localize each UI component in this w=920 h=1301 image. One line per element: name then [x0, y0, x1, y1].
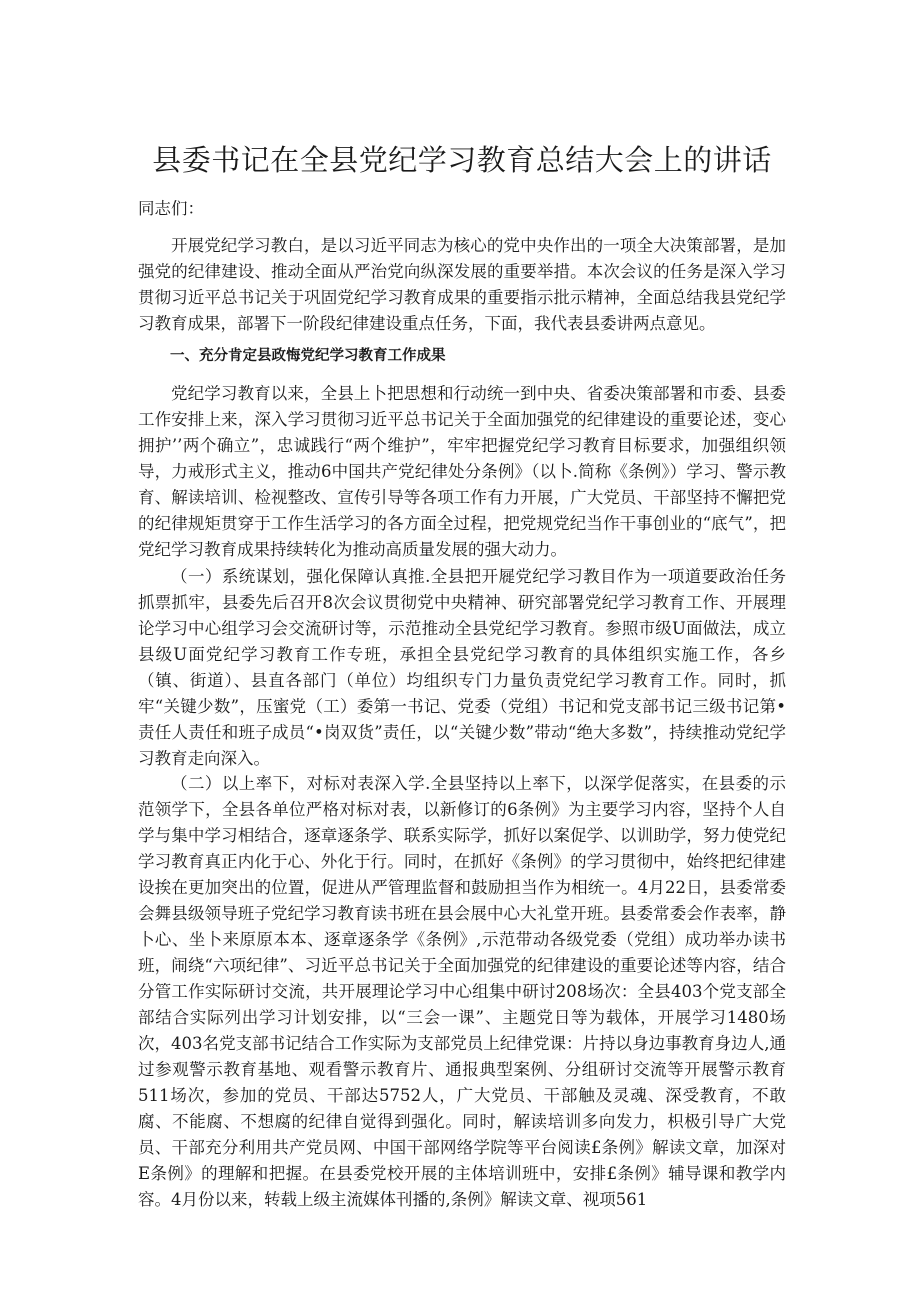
section-paragraph-overview: 党纪学习教育以来，全县上卜把思想和行动统一到中央、省委决策部署和市委、县委工作安排上来，深入学习贯彻习近平总书记关于全面加强党的纪律建设的重要论述，变心拥护’’两个确立”，忠诚践行“两个维护”，牢牢把握党纪学习教育目标要求，加强组织领导，力戒形式主义，推动6中国共产党纪律处分条例》（以卜.简称《条例》）学习、警示教育、解读培训、检视整改、宣传引导等各项工作有力开展，广大党员、干部坚持不懈把党的纪律规矩贯穿于工作生活学习的各方面全过程，把党规党纪当作干事创业的“底气”，把党纪学习教育成果持续转化为推动高质量发展的强大动力。 [138, 384, 786, 559]
section-heading: 一、充分肯定县政悔党纪学习教育工作成果 [170, 348, 446, 364]
document-title: 县委书记在全县党纪学习教育总结大会上的讲话 [152, 143, 772, 177]
subsection-paragraph-1: （一）系统谋划，强化保障认真推.全县把开屣党纪学习教目作为一项道要政治任务抓票抓牢，县委先后召开8次会议贯彻党中央精神、研究部署党纪学习教育工作、开展理论学习中心组学习会交流研讨等，示范推动全县党纪学习教育。参照市级U面做法，成立县级U面党纪学习教育工作专班，承担全县党纪学习教育的具体组织实施工作，各乡（镇、街道）、县直各部门（单位）均组织专门力量负责党纪学习教育工作。同时，抓牢“关键少数”，压蜜党（工）委第一书记、党委（党组）书记和党支部书记三级书记第•责任人责任和班子成员“•岗双货”责任，以“关键少数”带动“绝大多数”，持续推动党纪学习教育走向深入。 [138, 567, 786, 768]
intro-paragraph: 开展党纪学习教白，是以习近平同志为核心的党中央作出的一项全大决策部署，是加强党的纪律建设、推动全面从严治党向纵深发展的重要举措。本次会议的任务是深入学习贯彻习近平总书记关于巩固党纪学习教育成果的重要指示批示精神，全面总结我县党纪学习教育成果，部署下一阶段纪律建设重点任务，下面，我代表县委讲两点意见。 [138, 236, 786, 333]
subsection-paragraph-2: （二）以上率下，对标对表深入学.全县坚持以上率下，以深学促落实，在县委的示范领学下，全县各单位严格对标对表，以新修订的6条例》为主要学习内容，坚持个人自学与集中学习相结合，逐章逐条学、联系实际学，抓好以案促学、以训助学，努力使党纪学习教育真正内化于心、外化于行。同时，在抓好《条例》的学习贯彻中，始终把纪律建设挨在更加突出的位置，促进从严管理监督和鼓励担当作为相统一。4月22日，县委常委会舞县级领导班子党纪学习教育读书班在县会展中心大礼堂开班。县委常委会作表率，静卜心、坐卜来原原本本、逐章逐条学《条例》,示范带动各级党委（党组）成功举办读书班，闹绕“六项纪律”、习近平总书记关于全面加强党的纪律建设的重要论述等内容，结合分管工作实际研讨交流，共开展理论学习中心组集中研讨208场次：全县403个党支部全部结合实际列出学习计划安排，以“三会一课”、主题党日等为载体，开展学习1480场次，403名党支部书记结合工作实际为支部党员上纪律党课：片持以身边事教育身边人,通过参观警示教育基地、观看警示教育片、通报典型案例、分组研讨交流等开展警示教育511场次，参加的党员、干部达5752人，广大党员、干部触及灵魂、深受教育，不敢腐、不能腐、不想腐的纪律自觉得到强化。同时，解读培训多向发力，枳极引导广大党员、干部充分利用共产党员网、中国干部网络学院等平台阅读£条例》解读文章，加深对E条例》的理解和把握。在县委党校开展的主体培训班中，安排£条例》辅导课和教学内容。4月份以来，转载上级主流媒体刊播的,条例》解读文章、视项561 [138, 774, 786, 1209]
salutation: 同志们： [138, 199, 204, 218]
